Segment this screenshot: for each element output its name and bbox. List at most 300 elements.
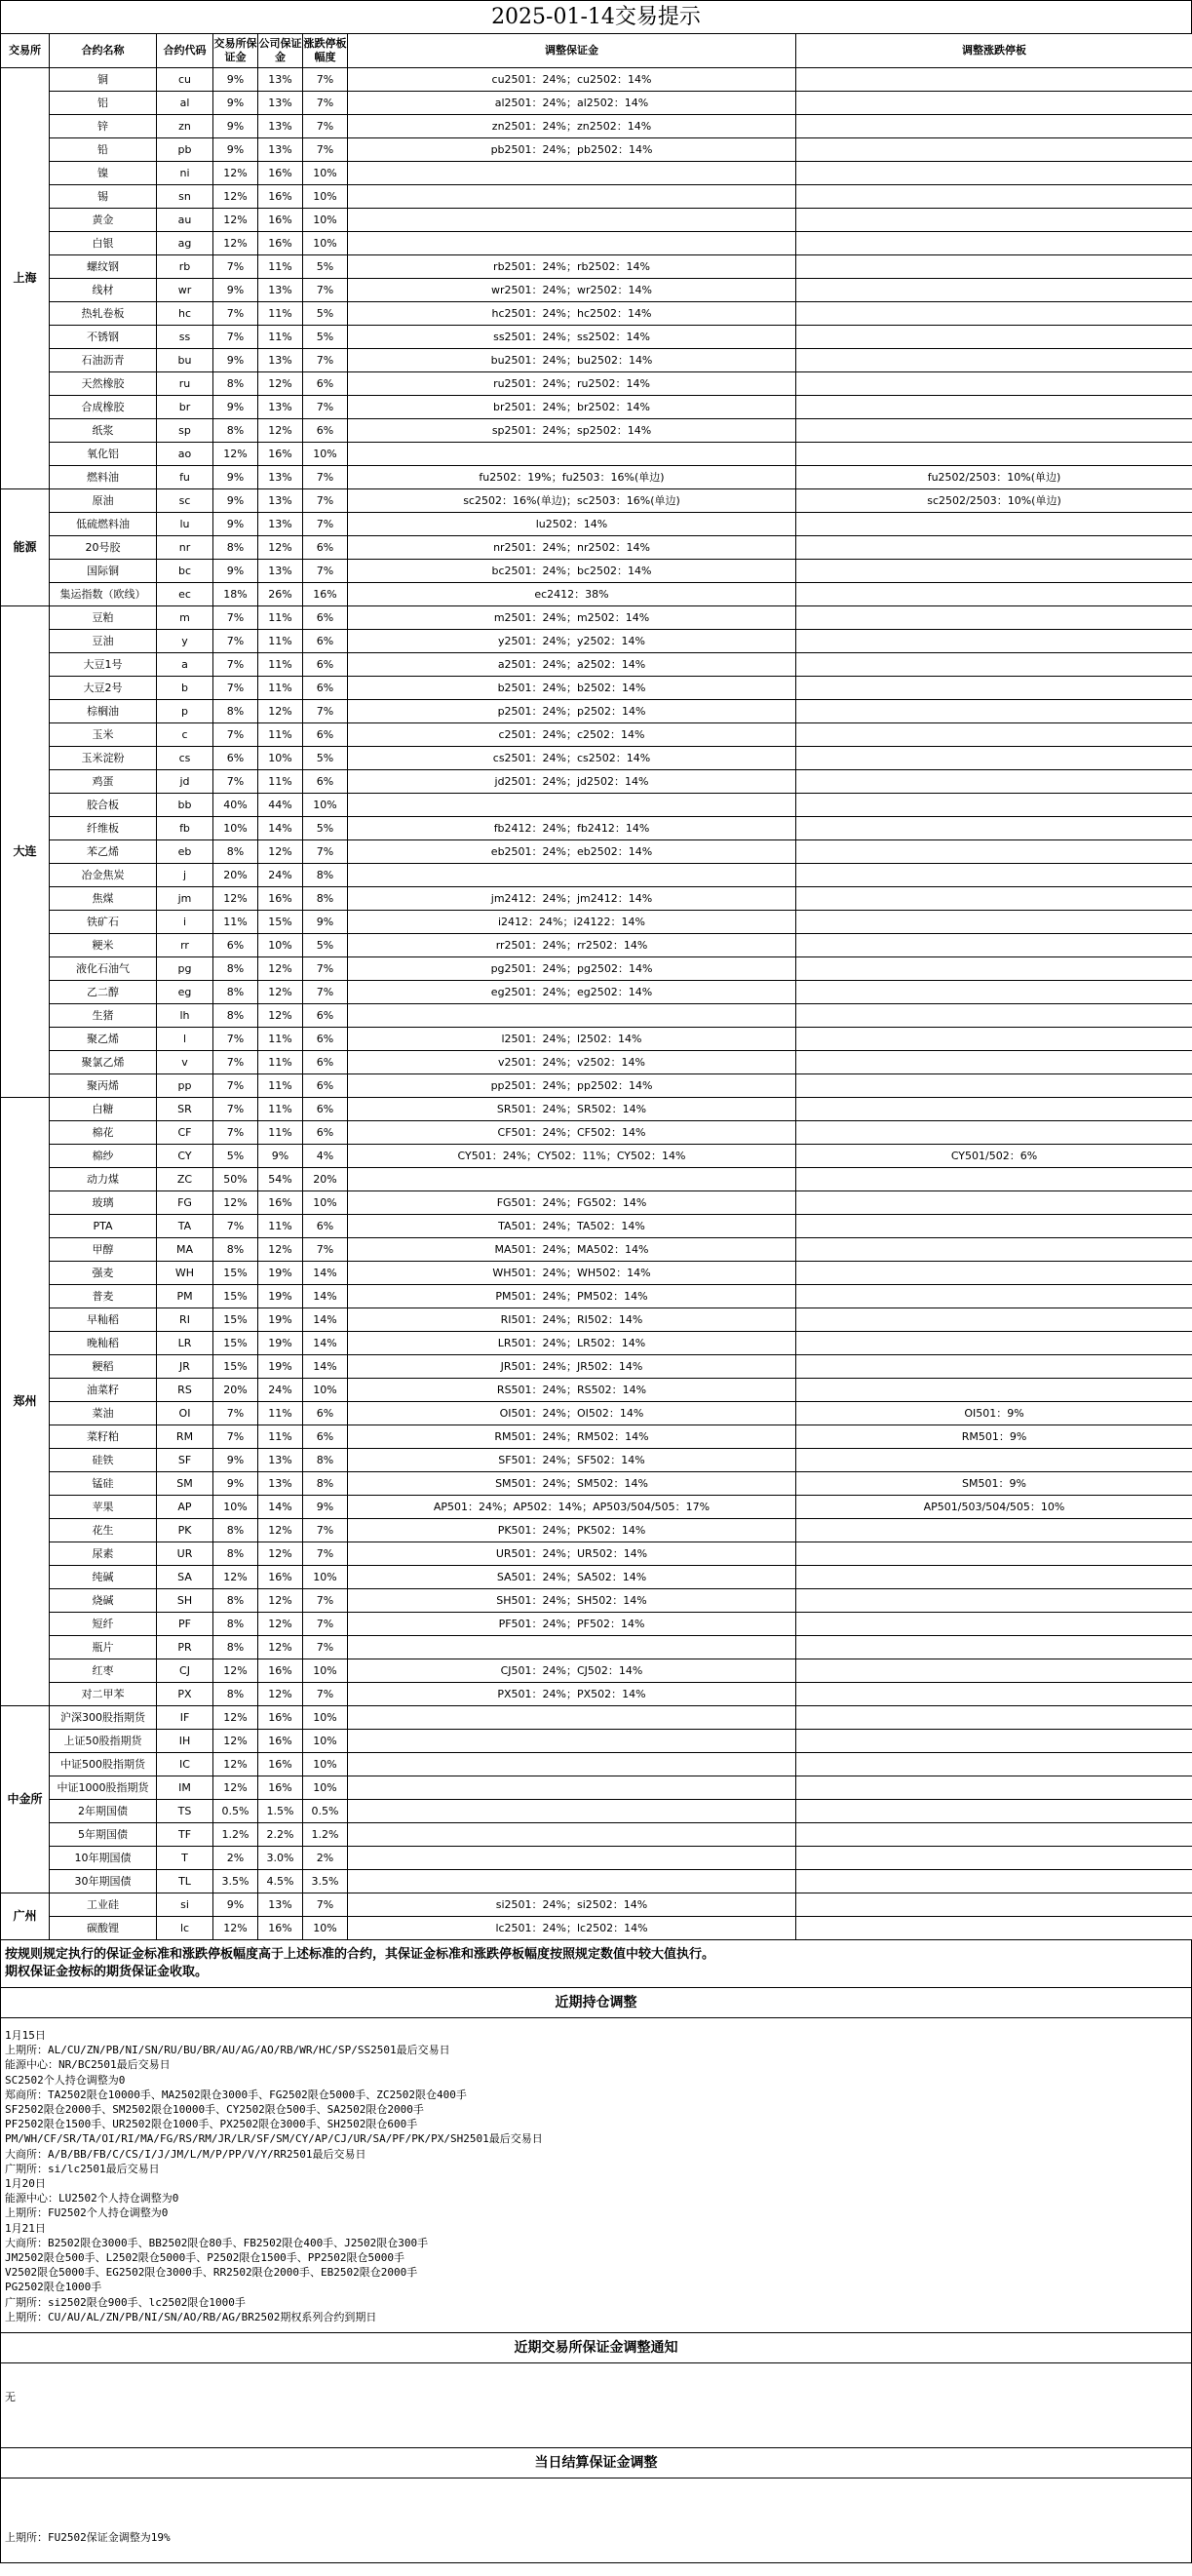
table-header-row	[1, 34, 1192, 68]
table-cell: 11%	[258, 1074, 303, 1098]
table-cell: 20%	[303, 1168, 348, 1191]
table-cell: 6%	[303, 1028, 348, 1051]
header-cell: 交易所保证金	[213, 34, 258, 68]
table-cell: SM501：24%；SM502：14%	[348, 1472, 796, 1496]
table-cell: 3.5%	[213, 1870, 258, 1893]
table-cell: b2501：24%；b2502：14%	[348, 677, 796, 700]
table-cell: UR	[157, 1542, 213, 1566]
table-cell: 7%	[213, 1028, 258, 1051]
table-cell: m2501：24%；m2502：14%	[348, 606, 796, 630]
table-cell: eg	[157, 981, 213, 1004]
table-cell: 6%	[303, 1098, 348, 1121]
table-cell	[796, 1355, 1192, 1379]
table-cell: FG	[157, 1191, 213, 1215]
table-cell	[796, 255, 1192, 279]
table-cell: 7%	[303, 489, 348, 513]
table-cell: ru	[157, 372, 213, 396]
table-row	[1, 513, 1192, 536]
table-cell: 9%	[213, 1893, 258, 1917]
table-cell: T	[157, 1847, 213, 1870]
table-row	[1, 1051, 1192, 1074]
table-cell: 液化石油气	[50, 957, 157, 981]
table-cell: RM	[157, 1425, 213, 1449]
table-cell: 苯乙烯	[50, 840, 157, 864]
table-cell	[796, 911, 1192, 934]
table-cell: cs2501：24%；cs2502：14%	[348, 747, 796, 770]
table-cell	[796, 887, 1192, 911]
table-cell	[348, 1800, 796, 1823]
table-cell: 13%	[258, 1449, 303, 1472]
table-cell: PK	[157, 1519, 213, 1542]
table-cell: 7%	[303, 92, 348, 115]
table-row	[1, 1659, 1192, 1683]
table-row	[1, 934, 1192, 957]
table-cell: 7%	[213, 326, 258, 349]
exchange-cell: 大连	[1, 606, 50, 1098]
table-cell: 16%	[258, 1191, 303, 1215]
position-text: 1月15日 上期所：AL/CU/ZN/PB/NI/SN/RU/BU/BR/AU/AG/AO/RB/WR/HC/SP/SS2501最后交易日 能源中心：NR/BC2501最后交易日 SC2502个人持仓调整为0 郑商所：TA2502限仓10000手、MA2502限仓3000手、FG2502限仓5000手、ZC2502限仓400手 SF2502限仓2000手、SM2502限仓10000手、CY2502限仓500手、SA2502限仓2000手 PF2502限仓1500手、UR2502限仓1000手、PX2502限仓3000手、SH2502限仓600手 PM/WH/CF/SR/TA/OI/RI/MA/FG/RS/RM/JR/LR/SF/SM/CY/AP/CJ/UR/SA/PF/PK/PX/SH2501最后交易日 大商所：A/B/BB/FB/C/CS/I/J/JM/L/M/P/PP/V/Y/RR2501最后交易日 广期所：si/lc2501最后交易日 1月20日 能源中心：LU2502个人持仓调整为0 上期所：FU2502个人持仓调整为0 1月21日 大商所：B2502限仓3000手、BB2502限仓80手、FB2502限仓400手、J2502限仓300手 JM2502限仓500手、L2502限仓5000手、P2502限仓1500手、PP2502限仓5000手 V2502限仓5000手、EG2502限仓3000手、RR2502限仓2000手、EB2502限仓2000手 PG2502限仓1000手 广期所：si2502限仓900手、lc2502限仓1000手 上期所：CU/AU/AL/ZN/PB/NI/SN/AO/RB/AG/BR2502期权系列合约到期日	[5, 2029, 543, 2323]
margin-table	[0, 33, 1192, 1940]
table-cell: 7%	[303, 957, 348, 981]
table-cell: ao	[157, 443, 213, 466]
table-cell	[796, 864, 1192, 887]
table-cell: wr2501：24%；wr2502：14%	[348, 279, 796, 302]
table-row	[1, 747, 1192, 770]
table-row	[1, 1425, 1192, 1449]
table-cell: RM501：24%；RM502：14%	[348, 1425, 796, 1449]
table-cell	[796, 747, 1192, 770]
table-cell: ec	[157, 583, 213, 606]
table-cell: 11%	[258, 1028, 303, 1051]
table-row	[1, 630, 1192, 653]
table-cell: 6%	[303, 723, 348, 747]
table-row	[1, 1168, 1192, 1191]
table-cell	[796, 232, 1192, 255]
table-row	[1, 162, 1192, 185]
table-cell: CF	[157, 1121, 213, 1145]
table-row	[1, 536, 1192, 560]
table-row	[1, 232, 1192, 255]
exchange-cell: 中金所	[1, 1706, 50, 1893]
table-cell: y	[157, 630, 213, 653]
table-cell	[796, 1730, 1192, 1753]
table-cell: 13%	[258, 560, 303, 583]
table-row	[1, 396, 1192, 419]
table-cell: 对二甲苯	[50, 1683, 157, 1706]
table-cell: 12%	[258, 1636, 303, 1659]
table-cell: 16%	[258, 443, 303, 466]
table-cell: eg2501：24%；eg2502：14%	[348, 981, 796, 1004]
table-row	[1, 887, 1192, 911]
table-cell	[348, 794, 796, 817]
table-cell: LR	[157, 1332, 213, 1355]
table-cell: 8%	[213, 372, 258, 396]
table-cell: SH501：24%；SH502：14%	[348, 1589, 796, 1613]
table-row	[1, 981, 1192, 1004]
table-cell: 工业硅	[50, 1893, 157, 1917]
table-cell: 11%	[258, 1098, 303, 1121]
table-cell: 6%	[303, 419, 348, 443]
table-cell: zn	[157, 115, 213, 138]
table-row	[1, 209, 1192, 232]
table-cell: 8%	[303, 864, 348, 887]
table-cell: 7%	[303, 396, 348, 419]
table-cell	[796, 1823, 1192, 1847]
table-row	[1, 653, 1192, 677]
table-cell: 14%	[303, 1285, 348, 1308]
table-cell: 7%	[303, 560, 348, 583]
table-cell: 鸡蛋	[50, 770, 157, 794]
table-cell: j	[157, 864, 213, 887]
table-cell	[796, 443, 1192, 466]
exchange-cell: 能源	[1, 489, 50, 606]
table-cell: 10%	[303, 209, 348, 232]
table-cell: 瓶片	[50, 1636, 157, 1659]
table-cell: 8%	[213, 1636, 258, 1659]
table-row	[1, 1472, 1192, 1496]
table-cell: 铜	[50, 68, 157, 92]
table-cell: bc2501：24%；bc2502：14%	[348, 560, 796, 583]
table-cell: 14%	[303, 1332, 348, 1355]
table-cell: 10%	[303, 162, 348, 185]
table-cell: 13%	[258, 1472, 303, 1496]
table-cell: 24%	[258, 1379, 303, 1402]
table-cell	[796, 1028, 1192, 1051]
table-cell: bu2501：24%；bu2502：14%	[348, 349, 796, 372]
table-row	[1, 677, 1192, 700]
table-cell: WH	[157, 1262, 213, 1285]
table-cell: nr	[157, 536, 213, 560]
table-cell: cu	[157, 68, 213, 92]
table-cell: SM501：9%	[796, 1472, 1192, 1496]
rule-line: 期权保证金按标的期货保证金收取。	[5, 1965, 209, 1979]
table-cell	[796, 1449, 1192, 1472]
table-cell: 11%	[258, 1425, 303, 1449]
table-cell	[348, 185, 796, 209]
table-cell: 乙二醇	[50, 981, 157, 1004]
table-cell	[348, 1730, 796, 1753]
table-row	[1, 1449, 1192, 1472]
settle-text	[1, 2478, 1191, 2562]
table-cell: 12%	[258, 419, 303, 443]
table-cell	[796, 1262, 1192, 1285]
table-cell: JR	[157, 1355, 213, 1379]
rule-notes	[1, 1940, 1191, 1987]
table-cell: 6%	[303, 1402, 348, 1425]
table-row	[1, 1402, 1192, 1425]
table-cell: 棕榈油	[50, 700, 157, 723]
table-cell	[348, 1706, 796, 1730]
table-cell: TA	[157, 1215, 213, 1238]
table-cell: 7%	[303, 115, 348, 138]
table-cell: 11%	[258, 606, 303, 630]
table-row	[1, 606, 1192, 630]
table-cell	[348, 232, 796, 255]
table-cell: y2501：24%；y2502：14%	[348, 630, 796, 653]
table-row	[1, 817, 1192, 840]
table-cell: pp2501：24%；pp2502：14%	[348, 1074, 796, 1098]
header-cell: 合约名称	[50, 34, 157, 68]
table-row	[1, 911, 1192, 934]
table-cell	[796, 1753, 1192, 1776]
table-cell: 19%	[258, 1355, 303, 1379]
table-cell: pp	[157, 1074, 213, 1098]
table-cell: 30年期国债	[50, 1870, 157, 1893]
table-cell	[348, 1636, 796, 1659]
table-cell: 10%	[213, 1496, 258, 1519]
table-cell	[796, 1215, 1192, 1238]
table-row	[1, 1121, 1192, 1145]
table-cell: 6%	[303, 606, 348, 630]
notice-text	[1, 2363, 1191, 2447]
table-cell: 14%	[303, 1308, 348, 1332]
table-cell: 棉纱	[50, 1145, 157, 1168]
table-cell: 7%	[303, 1238, 348, 1262]
table-cell	[348, 1004, 796, 1028]
table-cell: 5%	[303, 255, 348, 279]
table-cell: 7%	[213, 255, 258, 279]
table-cell: 26%	[258, 583, 303, 606]
table-cell: 9%	[303, 1496, 348, 1519]
table-cell: SA	[157, 1566, 213, 1589]
table-cell: 16%	[258, 1659, 303, 1683]
table-cell: CY501：24%；CY502：11%；CY502：14%	[348, 1145, 796, 1168]
table-cell: SF	[157, 1449, 213, 1472]
table-cell: 不锈钢	[50, 326, 157, 349]
table-cell: br2501：24%；br2502：14%	[348, 396, 796, 419]
table-cell	[796, 302, 1192, 326]
table-cell: 天然橡胶	[50, 372, 157, 396]
table-cell: PR	[157, 1636, 213, 1659]
table-cell: 16%	[258, 185, 303, 209]
table-cell: 9%	[213, 138, 258, 162]
table-cell	[796, 817, 1192, 840]
settle-heading: 当日结算保证金调整	[1, 2447, 1191, 2478]
table-cell: 铁矿石	[50, 911, 157, 934]
table-cell: l	[157, 1028, 213, 1051]
table-cell	[796, 1168, 1192, 1191]
table-cell: jd2501：24%；jd2502：14%	[348, 770, 796, 794]
table-cell: a2501：24%；a2502：14%	[348, 653, 796, 677]
table-cell: 13%	[258, 396, 303, 419]
table-row	[1, 1542, 1192, 1566]
table-cell: rb2501：24%；rb2502：14%	[348, 255, 796, 279]
table-cell	[796, 1917, 1192, 1940]
table-cell: 6%	[303, 1074, 348, 1098]
table-cell: LR501：24%；LR502：14%	[348, 1332, 796, 1355]
table-cell: 12%	[258, 1589, 303, 1613]
table-row	[1, 1238, 1192, 1262]
table-cell: 合成橡胶	[50, 396, 157, 419]
table-cell	[796, 1870, 1192, 1893]
table-cell: 玉米淀粉	[50, 747, 157, 770]
table-row	[1, 1776, 1192, 1800]
table-cell: OI501：9%	[796, 1402, 1192, 1425]
table-cell: rb	[157, 255, 213, 279]
table-row	[1, 1893, 1192, 1917]
table-cell: CJ501：24%；CJ502：14%	[348, 1659, 796, 1683]
table-cell	[796, 934, 1192, 957]
table-row	[1, 1519, 1192, 1542]
table-cell: 1.2%	[213, 1823, 258, 1847]
table-cell: 纯碱	[50, 1566, 157, 1589]
table-cell	[796, 419, 1192, 443]
table-cell	[796, 536, 1192, 560]
table-cell: lu2502：14%	[348, 513, 796, 536]
table-cell: 10%	[303, 1566, 348, 1589]
table-cell: 锰硅	[50, 1472, 157, 1496]
table-row	[1, 1332, 1192, 1355]
table-cell: 11%	[258, 302, 303, 326]
table-cell: 16%	[258, 1730, 303, 1753]
table-cell: bu	[157, 349, 213, 372]
table-cell: 8%	[213, 1519, 258, 1542]
table-cell: 12%	[258, 1519, 303, 1542]
table-cell: 短纤	[50, 1613, 157, 1636]
table-cell: 氧化铝	[50, 443, 157, 466]
table-cell: 7%	[213, 1051, 258, 1074]
table-cell: sc2502：16%(单边)；sc2503：16%(单边)	[348, 489, 796, 513]
rule-line: 按规则规定执行的保证金标准和涨跌停板幅度高于上述标准的合约，其保证金标准和涨跌停板幅度按照规定数值中较大值执行。	[5, 1947, 715, 1962]
table-cell: cs	[157, 747, 213, 770]
table-cell: 12%	[258, 1613, 303, 1636]
table-cell: 10%	[303, 443, 348, 466]
table-cell: 10%	[303, 794, 348, 817]
table-cell: lh	[157, 1004, 213, 1028]
table-row	[1, 279, 1192, 302]
table-cell: 中证500股指期货	[50, 1753, 157, 1776]
table-cell: 8%	[213, 1004, 258, 1028]
table-cell: 7%	[213, 1215, 258, 1238]
header-cell: 合约代码	[157, 34, 213, 68]
table-cell	[796, 326, 1192, 349]
table-cell: 11%	[258, 1402, 303, 1425]
table-cell: IH	[157, 1730, 213, 1753]
table-cell	[796, 513, 1192, 536]
table-row	[1, 1355, 1192, 1379]
table-cell: 4%	[303, 1145, 348, 1168]
table-cell: MA501：24%；MA502：14%	[348, 1238, 796, 1262]
table-cell: 13%	[258, 68, 303, 92]
table-cell: fu2502：19%；fu2503：16%(单边)	[348, 466, 796, 489]
table-cell	[796, 700, 1192, 723]
table-cell: 15%	[258, 911, 303, 934]
table-cell: 11%	[258, 723, 303, 747]
table-cell: 黄金	[50, 209, 157, 232]
table-row	[1, 1589, 1192, 1613]
table-cell	[796, 1519, 1192, 1542]
table-cell: 6%	[303, 1121, 348, 1145]
table-cell	[796, 279, 1192, 302]
table-row	[1, 326, 1192, 349]
table-cell: PX	[157, 1683, 213, 1706]
table-cell: 11%	[258, 326, 303, 349]
table-cell: 12%	[213, 1191, 258, 1215]
table-cell: 2%	[303, 1847, 348, 1870]
table-cell: m	[157, 606, 213, 630]
table-cell: 聚丙烯	[50, 1074, 157, 1098]
table-cell: OI501：24%；OI502：14%	[348, 1402, 796, 1425]
table-cell: 甲醇	[50, 1238, 157, 1262]
table-cell	[796, 1589, 1192, 1613]
table-cell	[796, 583, 1192, 606]
table-cell: 7%	[213, 1098, 258, 1121]
table-cell: 7%	[303, 700, 348, 723]
header-cell: 调整保证金	[348, 34, 796, 68]
table-cell: 8%	[303, 1449, 348, 1472]
table-cell: 11%	[258, 1215, 303, 1238]
table-cell: 8%	[303, 887, 348, 911]
table-cell: 11%	[258, 255, 303, 279]
table-cell: 12%	[213, 1753, 258, 1776]
table-cell	[796, 162, 1192, 185]
table-cell: lu	[157, 513, 213, 536]
table-cell: a	[157, 653, 213, 677]
table-cell: 9%	[213, 489, 258, 513]
table-cell: 12%	[258, 1542, 303, 1566]
table-cell	[348, 1776, 796, 1800]
table-cell: 2%	[213, 1847, 258, 1870]
table-row	[1, 115, 1192, 138]
table-cell: cu2501：24%；cu2502：14%	[348, 68, 796, 92]
table-cell	[348, 443, 796, 466]
table-cell: lc2501：24%；lc2502：14%	[348, 1917, 796, 1940]
table-cell	[796, 630, 1192, 653]
table-row	[1, 1917, 1192, 1940]
table-cell: 9%	[258, 1145, 303, 1168]
table-cell: 15%	[213, 1285, 258, 1308]
table-cell: 13%	[258, 513, 303, 536]
table-row	[1, 1683, 1192, 1706]
table-row	[1, 1800, 1192, 1823]
table-cell: 16%	[258, 1706, 303, 1730]
table-cell: 线材	[50, 279, 157, 302]
table-cell: 聚乙烯	[50, 1028, 157, 1051]
table-cell: 7%	[303, 68, 348, 92]
table-cell: 7%	[303, 840, 348, 864]
table-cell: 11%	[213, 911, 258, 934]
table-cell: zn2501：24%；zn2502：14%	[348, 115, 796, 138]
table-cell: 镍	[50, 162, 157, 185]
table-row	[1, 255, 1192, 279]
table-cell: 烧碱	[50, 1589, 157, 1613]
table-cell: 12%	[258, 700, 303, 723]
table-cell: 石油沥青	[50, 349, 157, 372]
table-cell: SR501：24%；SR502：14%	[348, 1098, 796, 1121]
table-cell: SF501：24%；SF502：14%	[348, 1449, 796, 1472]
table-cell: 6%	[303, 372, 348, 396]
table-cell: 10%	[303, 185, 348, 209]
table-cell: sp	[157, 419, 213, 443]
table-cell: AP501/503/504/505：10%	[796, 1496, 1192, 1519]
table-cell: 10%	[303, 1379, 348, 1402]
table-cell: ni	[157, 162, 213, 185]
table-cell: 玻璃	[50, 1191, 157, 1215]
table-cell: 燃料油	[50, 466, 157, 489]
table-row	[1, 1285, 1192, 1308]
table-cell: 胶合板	[50, 794, 157, 817]
table-cell	[796, 1542, 1192, 1566]
table-cell: 7%	[213, 606, 258, 630]
table-cell: PF	[157, 1613, 213, 1636]
table-cell: 7%	[213, 1402, 258, 1425]
table-cell	[796, 1706, 1192, 1730]
table-cell: 12%	[213, 185, 258, 209]
table-cell: 9%	[213, 1449, 258, 1472]
table-cell	[348, 162, 796, 185]
table-cell: 菜籽粕	[50, 1425, 157, 1449]
table-cell	[796, 1636, 1192, 1659]
